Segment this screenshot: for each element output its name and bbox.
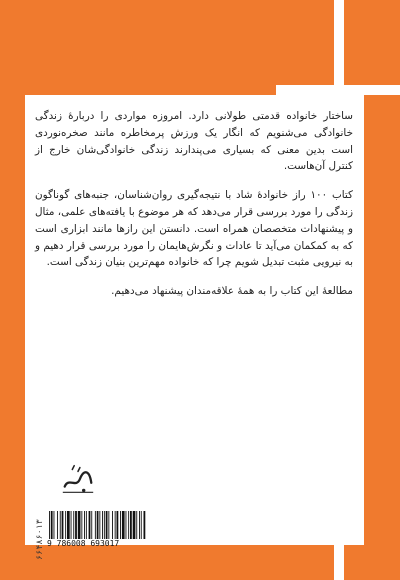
barcode-digits: 9 786008 693017 <box>47 539 120 548</box>
barcode-bar <box>81 511 82 539</box>
isbn-barcode <box>47 511 147 539</box>
blurb-paragraph-3: مطالعهٔ این کتاب را به همهٔ علاقه‌مندان پیشنهاد می‌دهیم. <box>111 285 353 298</box>
barcode-bar <box>65 511 66 539</box>
blurb-paragraph-2: کتاب ۱۰۰ راز خانوادهٔ شاد با نتیجه‌گیری روان‌شناسان، جنبه‌های گوناگون زندگی را مورد بررسی قرار می‌دهد که هر موضوع با یافته‌های علمی، مثال و پیشنهادات متخصصان همراه است. دانستن این رازها مانند ابزاری است که به کمکمان می‌آید تا عادات و نگرش‌هایمان را مورد بررسی قرار دهیم و به نیرویی مثبت تبدیل شویم چرا که خانواده مهم‌ترین بنیان زندگی است. <box>35 189 353 269</box>
cross-horizontal-bar <box>276 85 400 95</box>
barcode-bar <box>67 511 70 539</box>
barcode-bar <box>51 511 53 539</box>
barcode-bar <box>139 511 140 539</box>
barcode-bar <box>122 511 125 539</box>
barcode-bar <box>115 511 116 539</box>
barcode-bar <box>89 511 91 539</box>
barcode-bar <box>91 511 92 539</box>
barcode-bar <box>106 511 108 539</box>
barcode-bar <box>130 511 132 539</box>
barcode-bar <box>60 511 61 539</box>
back-cover-panel <box>25 95 364 560</box>
barcode-bar <box>75 511 77 539</box>
barcode-bar <box>102 511 103 539</box>
isbn-vertical-text: ۶۶۴۸۶۰۱۳ <box>35 519 45 560</box>
barcode-bar <box>71 511 72 539</box>
barcode-bar <box>136 511 137 539</box>
barcode-bar <box>108 511 109 539</box>
barcode-bar <box>86 511 87 539</box>
barcode-bar <box>141 511 142 539</box>
barcode-bar <box>73 511 74 539</box>
calligraphic-publisher-logo-icon <box>59 460 97 498</box>
barcode-bar <box>144 511 146 539</box>
barcode-bar <box>78 511 81 539</box>
barcode-bar <box>120 511 121 539</box>
barcode-bar <box>104 511 105 539</box>
barcode-bar <box>57 511 58 539</box>
barcode-bar <box>128 511 129 539</box>
barcode-bar <box>97 511 99 539</box>
blurb-paragraph-1: ساختار خانواده قدمتی طولانی دارد. امروزه مواردی را دربارهٔ زندگی خانوادگی می‌شنویم که انگار یک ورزش پرمخاطره مانند صخره‌نوردی است بدین معنی که بسیاری می‌پندارند زندگی خانوادگی‌شان خارج از کنترل آن‌هاست. <box>35 110 353 173</box>
barcode-bar <box>49 511 50 539</box>
barcode-bar <box>126 511 127 539</box>
barcode-bar <box>54 511 55 539</box>
barcode-bar <box>133 511 136 539</box>
blurb-text <box>35 108 353 300</box>
barcode-bar <box>95 511 96 539</box>
barcode-bar <box>112 511 113 539</box>
barcode-bar <box>62 511 64 539</box>
barcode-bar <box>117 511 119 539</box>
barcode-bar <box>99 511 100 539</box>
barcode-bar <box>84 511 85 539</box>
